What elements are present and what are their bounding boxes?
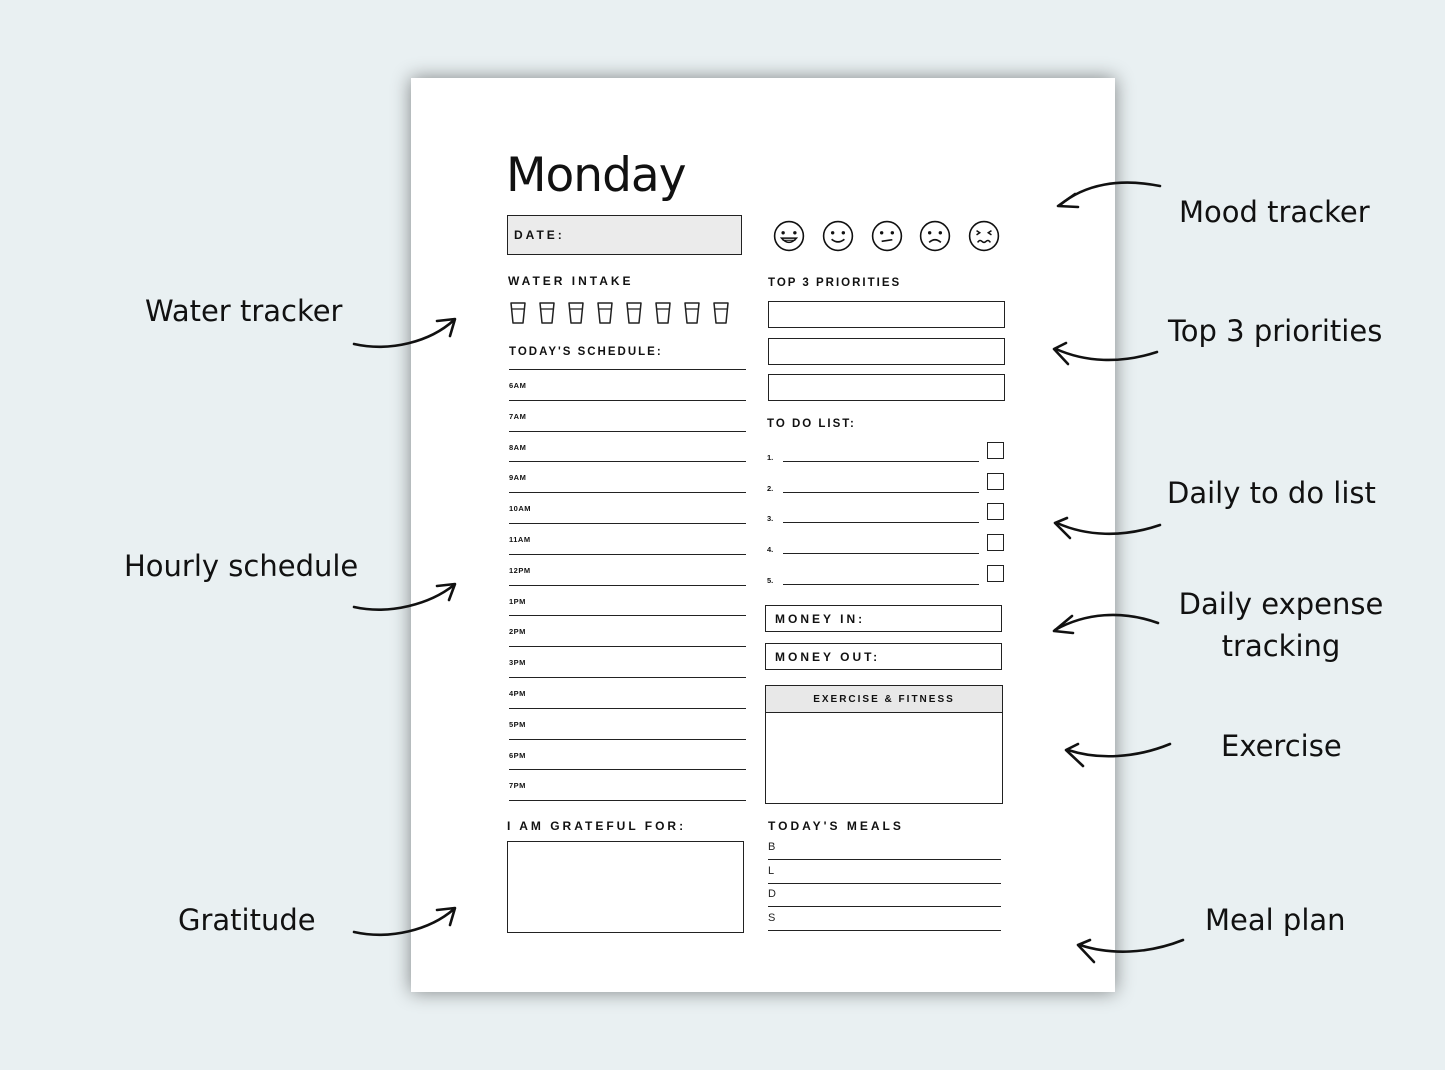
annotation-top-priorities: Top 3 priorities	[1168, 314, 1383, 348]
schedule-time-label: 5PM	[509, 719, 526, 729]
schedule-time-label: 11AM	[509, 535, 531, 544]
happy-face-icon[interactable]	[822, 220, 854, 252]
date-label: DATE:	[514, 228, 565, 242]
todo-checkbox[interactable]	[987, 534, 1004, 551]
water-cup-icon[interactable]	[625, 301, 643, 325]
schedule-time-label: 3PM	[509, 658, 526, 668]
water-cup-icon[interactable]	[567, 301, 585, 325]
schedule-time-label: 7PM	[509, 781, 526, 791]
water-cup-icon[interactable]	[712, 301, 730, 325]
annotation-hourly-schedule: Hourly schedule	[124, 549, 359, 583]
priority-field-3[interactable]	[768, 374, 1005, 401]
grateful-box[interactable]	[507, 841, 744, 933]
todo-checkbox[interactable]	[987, 473, 1004, 490]
water-cup-icon[interactable]	[509, 301, 527, 325]
schedule-time-label: 1PM	[509, 596, 526, 606]
todo-line[interactable]	[783, 522, 979, 523]
schedule-line[interactable]	[509, 800, 746, 801]
meal-line[interactable]	[768, 883, 1001, 884]
date-field[interactable]	[507, 215, 742, 255]
meal-line[interactable]	[768, 930, 1001, 931]
annotation-expense-tracking	[1172, 583, 1390, 667]
very-sad-face-icon[interactable]	[968, 220, 1000, 252]
exercise-label: EXERCISE & FITNESS	[766, 686, 1002, 713]
schedule-line[interactable]	[509, 554, 746, 555]
priorities-label: TOP 3 PRIORITIES	[768, 277, 902, 289]
schedule-line[interactable]	[509, 739, 746, 740]
todo-line[interactable]	[783, 461, 979, 462]
schedule-time-label: 6AM	[509, 381, 527, 390]
annotation-gratitude: Gratitude	[178, 903, 316, 937]
schedule-divider	[509, 369, 746, 370]
schedule-line[interactable]	[509, 523, 746, 524]
annotation-todo-list: Daily to do list	[1167, 476, 1376, 510]
meals-label: TODAY'S MEALS	[768, 819, 904, 833]
water-cup-icon[interactable]	[683, 301, 701, 325]
money-out-field[interactable]	[765, 643, 1002, 670]
todo-checkbox[interactable]	[987, 565, 1004, 582]
schedule-time-label: 12PM	[509, 565, 531, 575]
todo-number: 1.	[767, 453, 774, 462]
money-in-label: MONEY IN:	[775, 612, 866, 626]
todo-line[interactable]	[783, 584, 979, 585]
todo-number: 3.	[767, 514, 774, 524]
mood-tracker	[773, 220, 1003, 254]
todo-number: 2.	[767, 483, 774, 493]
schedule-time-label: 4PM	[509, 689, 526, 698]
water-cups	[509, 301, 730, 325]
water-cup-icon[interactable]	[538, 301, 556, 325]
meal-label: L	[768, 864, 775, 877]
todo-number: 4.	[767, 545, 774, 555]
schedule-line[interactable]	[509, 677, 746, 678]
schedule-time-label: 9AM	[509, 473, 527, 483]
page-title: Monday	[506, 148, 686, 203]
priority-field-2[interactable]	[768, 338, 1005, 365]
annotation-water-tracker: Water tracker	[145, 294, 343, 328]
todo-number: 5.	[767, 575, 774, 585]
annotation-mood-tracker: Mood tracker	[1179, 195, 1370, 229]
todo-checkbox[interactable]	[987, 442, 1004, 459]
meal-label: B	[768, 841, 776, 853]
meal-label: D	[768, 888, 776, 900]
grateful-label: I AM GRATEFUL FOR:	[507, 819, 687, 833]
sad-face-icon[interactable]	[919, 220, 951, 252]
meal-label: S	[768, 911, 776, 924]
schedule-time-label: 6PM	[509, 750, 526, 760]
todo-checkbox[interactable]	[987, 503, 1004, 520]
annotation-exercise: Exercise	[1221, 729, 1342, 763]
meal-line[interactable]	[768, 906, 1001, 907]
schedule-time-label: 8AM	[509, 442, 527, 452]
schedule-line[interactable]	[509, 708, 746, 709]
very-happy-face-icon[interactable]	[773, 220, 805, 252]
todo-label: TO DO LIST:	[767, 418, 856, 430]
todo-line[interactable]	[783, 553, 979, 554]
planner-page	[411, 78, 1115, 992]
water-intake-label: WATER INTAKE	[508, 274, 634, 288]
meal-line[interactable]	[768, 859, 1001, 860]
schedule-line[interactable]	[509, 615, 746, 616]
money-in-field[interactable]	[765, 605, 1002, 632]
neutral-face-icon[interactable]	[871, 220, 903, 252]
schedule-line[interactable]	[509, 769, 746, 770]
schedule-line[interactable]	[509, 431, 746, 432]
exercise-box[interactable]	[765, 685, 1003, 804]
water-cup-icon[interactable]	[654, 301, 672, 325]
annotation-expense-line-1: Daily expense	[1178, 587, 1384, 621]
annotation-meal-plan: Meal plan	[1205, 903, 1346, 937]
water-cup-icon[interactable]	[596, 301, 614, 325]
schedule-line[interactable]	[509, 400, 746, 401]
annotation-expense-line-2: tracking	[1221, 629, 1341, 664]
schedule-label: TODAY'S SCHEDULE:	[509, 346, 663, 358]
schedule-time-label: 2PM	[509, 627, 526, 637]
priority-field-1[interactable]	[768, 301, 1005, 328]
schedule-time-label: 7AM	[509, 411, 527, 421]
money-out-label: MONEY OUT:	[775, 650, 881, 664]
schedule-line[interactable]	[509, 585, 746, 586]
schedule-line[interactable]	[509, 646, 746, 647]
schedule-time-label: 10AM	[509, 504, 532, 514]
todo-line[interactable]	[783, 492, 979, 493]
schedule-line[interactable]	[509, 492, 746, 493]
schedule-line[interactable]	[509, 461, 746, 462]
